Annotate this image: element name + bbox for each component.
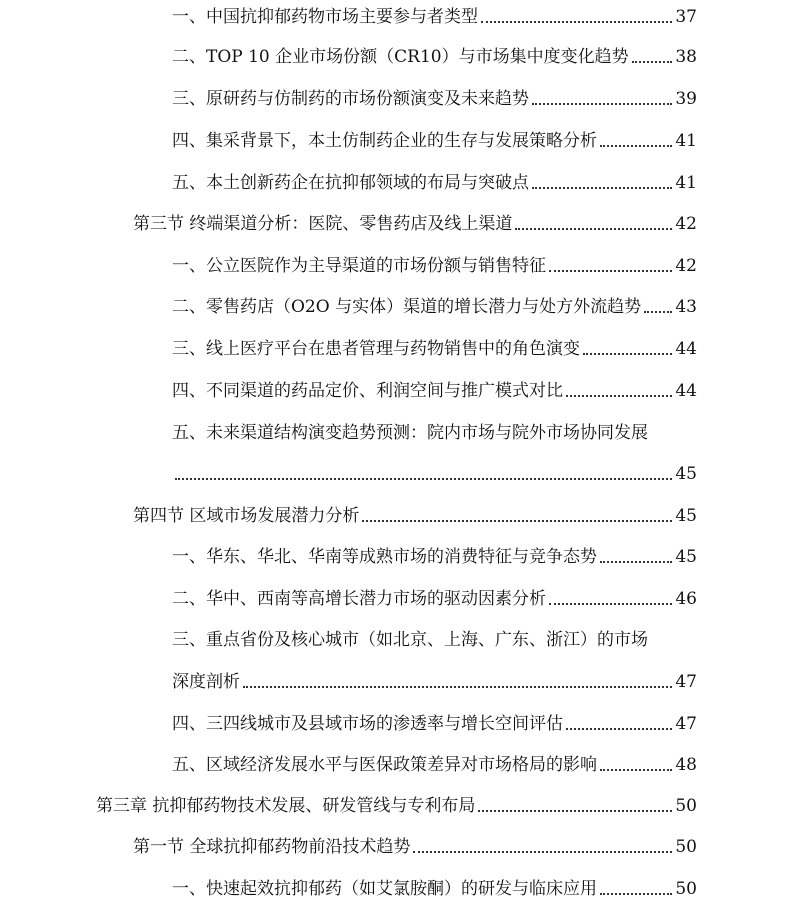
toc-entry-title: 二、TOP 10 企业市场份额（CR10）与市场集中度变化趋势	[172, 47, 629, 67]
toc-page-number: 41	[675, 131, 697, 151]
dot-leader	[566, 395, 672, 397]
toc-entry[interactable]	[172, 86, 697, 112]
toc-entry-title: 二、零售药店（O2O 与实体）渠道的增长潜力与处方外流趋势	[172, 297, 642, 317]
toc-entry-title: 二、华中、西南等高增长潜力市场的驱动因素分析	[172, 589, 546, 609]
toc-page-number: 47	[675, 672, 697, 692]
dot-leader	[532, 187, 672, 189]
toc-entry-title: 三、线上医疗平台在患者管理与药物销售中的角色演变	[172, 339, 580, 359]
toc-entry-title: 三、原研药与仿制药的市场份额演变及未来趋势	[172, 89, 529, 109]
toc-page-number: 42	[675, 214, 697, 234]
dot-leader	[600, 893, 672, 895]
toc-entry-title: 四、集采背景下，本土仿制药企业的生存与发展策略分析	[172, 131, 597, 151]
dot-leader	[549, 603, 672, 605]
toc-section-entry[interactable]	[133, 834, 697, 860]
toc-page-number: 48	[675, 755, 697, 775]
dot-leader	[644, 311, 672, 313]
toc-entry[interactable]	[172, 586, 697, 612]
toc-entry-title: 一、公立医院作为主导渠道的市场份额与销售特征	[172, 256, 546, 276]
toc-entry[interactable]	[172, 44, 697, 70]
toc-page-number: 50	[675, 837, 697, 857]
toc-entry[interactable]	[172, 378, 697, 404]
toc-entry[interactable]	[172, 544, 697, 570]
dot-leader	[600, 769, 672, 771]
toc-entry-title: 四、不同渠道的药品定价、利润空间与推广模式对比	[172, 381, 563, 401]
toc-entry-title: 一、华东、华北、华南等成熟市场的消费特征与竞争态势	[172, 547, 597, 567]
toc-entry-title: 一、快速起效抗抑郁药（如艾氯胺酮）的研发与临床应用	[172, 879, 597, 899]
toc-page-number: 37	[675, 7, 697, 27]
toc-page-number: 38	[675, 47, 697, 67]
toc-entry-title: 一、中国抗抑郁药物市场主要参与者类型	[172, 7, 478, 27]
toc-entry[interactable]	[172, 253, 697, 279]
toc-entry[interactable]	[172, 128, 697, 154]
toc-entry[interactable]	[172, 336, 697, 362]
dot-leader	[175, 478, 672, 480]
toc-entry-title: 第三节 终端渠道分析：医院、零售药店及线上渠道	[133, 214, 513, 234]
dot-leader	[243, 686, 672, 688]
dot-leader	[549, 270, 672, 272]
toc-entry-title: 第四节 区域市场发展潜力分析	[133, 506, 360, 526]
toc-section-entry[interactable]	[133, 503, 697, 529]
dot-leader	[481, 21, 672, 23]
toc-page-number: 45	[675, 464, 697, 484]
toc-page-number: 39	[675, 89, 697, 109]
toc-page-number: 43	[675, 297, 697, 317]
toc-entry-title-line1[interactable]: 五、未来渠道结构演变趋势预测：院内市场与院外市场协同发展	[172, 423, 648, 443]
toc-page-number: 47	[675, 714, 697, 734]
toc-entry[interactable]	[172, 170, 697, 196]
dot-leader	[413, 851, 672, 853]
toc-entry[interactable]	[172, 4, 697, 30]
toc-entry-continuation[interactable]	[172, 669, 697, 695]
toc-page-number: 41	[675, 173, 697, 193]
dot-leader	[515, 228, 672, 230]
toc-entry-title-line2: 深度剖析	[172, 672, 240, 692]
toc-page-number: 46	[675, 589, 697, 609]
toc-page-number: 50	[675, 796, 697, 816]
toc-entry[interactable]	[172, 711, 697, 737]
toc-chapter-entry[interactable]	[96, 793, 697, 819]
toc-entry-continuation[interactable]	[172, 461, 697, 487]
toc-entry[interactable]	[172, 294, 697, 320]
toc-page-number: 45	[675, 547, 697, 567]
toc-entry-title: 五、本土创新药企在抗抑郁领域的布局与突破点	[172, 173, 529, 193]
toc-section-entry[interactable]	[133, 211, 697, 237]
dot-leader	[566, 728, 672, 730]
toc-entry-title: 第一节 全球抗抑郁药物前沿技术趋势	[133, 837, 411, 857]
toc-page-number: 42	[675, 256, 697, 276]
dot-leader	[478, 810, 672, 812]
dot-leader	[600, 561, 672, 563]
dot-leader	[532, 103, 672, 105]
toc-entry-title: 四、三四线城市及县域市场的渗透率与增长空间评估	[172, 714, 563, 734]
toc-page-number: 45	[675, 506, 697, 526]
toc-page-number: 50	[675, 879, 697, 899]
toc-entry[interactable]	[172, 752, 697, 778]
toc-entry-title: 五、区域经济发展水平与医保政策差异对市场格局的影响	[172, 755, 597, 775]
dot-leader	[583, 353, 672, 355]
toc-entry-title: 第三章 抗抑郁药物技术发展、研发管线与专利布局	[96, 796, 476, 816]
toc-page-number: 44	[675, 339, 697, 359]
toc-entry[interactable]	[172, 876, 697, 902]
dot-leader	[362, 520, 672, 522]
dot-leader	[600, 145, 672, 147]
dot-leader	[632, 61, 673, 63]
toc-entry-title-line1[interactable]: 三、重点省份及核心城市（如北京、上海、广东、浙江）的市场	[172, 630, 648, 650]
toc-page-number: 44	[675, 381, 697, 401]
